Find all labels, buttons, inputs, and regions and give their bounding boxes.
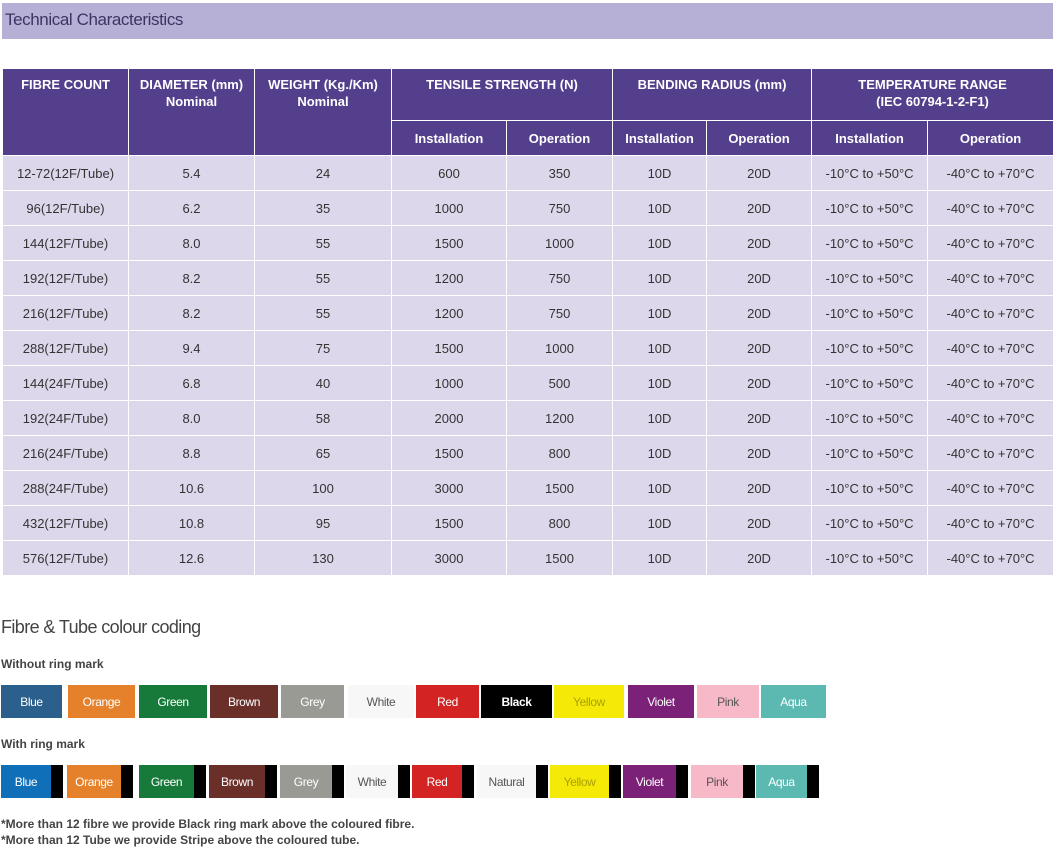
technical-characteristics-table bbox=[2, 68, 1054, 576]
cell-tensile-operation: 750 bbox=[507, 296, 613, 331]
ring-mark bbox=[807, 765, 819, 798]
table-row bbox=[3, 331, 1054, 366]
swatch-violet bbox=[623, 765, 688, 798]
swatch-label: Grey bbox=[293, 774, 319, 789]
cell-bending-operation: 20D bbox=[707, 471, 812, 506]
header-bending-radius: BENDING RADIUS (mm) bbox=[613, 69, 812, 121]
cell-temperature-installation: -10°C to +50°C bbox=[812, 296, 928, 331]
cell-weight: 65 bbox=[255, 436, 392, 471]
cell-diameter: 9.4 bbox=[129, 331, 255, 366]
section-title: Technical Characteristics bbox=[5, 10, 184, 29]
cell-tensile-operation: 800 bbox=[507, 506, 613, 541]
ring-mark bbox=[265, 765, 277, 798]
cell-bending-operation: 20D bbox=[707, 366, 812, 401]
cell-bending-operation: 20D bbox=[707, 506, 812, 541]
cell-temperature-operation: -40°C to +70°C bbox=[928, 261, 1054, 296]
swatch-black bbox=[481, 685, 552, 718]
cell-weight: 35 bbox=[255, 191, 392, 226]
header-fibre-count: FIBRE COUNT bbox=[3, 69, 129, 156]
cell-tensile-operation: 750 bbox=[507, 191, 613, 226]
swatch-label: Blue bbox=[14, 774, 38, 789]
cell-fibre-count: 288(24F/Tube) bbox=[3, 471, 129, 506]
cell-temperature-operation: -40°C to +70°C bbox=[928, 226, 1054, 261]
swatch-label: Orange bbox=[75, 774, 113, 789]
cell-temperature-operation: -40°C to +70°C bbox=[928, 331, 1054, 366]
swatch-label: Natural bbox=[488, 774, 525, 789]
swatch-label: Red bbox=[426, 774, 448, 789]
cell-bending-installation: 10D bbox=[613, 331, 707, 366]
cell-weight: 95 bbox=[255, 506, 392, 541]
cell-bending-installation: 10D bbox=[613, 506, 707, 541]
cell-bending-installation: 10D bbox=[613, 261, 707, 296]
cell-diameter: 8.8 bbox=[129, 436, 255, 471]
cell-temperature-installation: -10°C to +50°C bbox=[812, 366, 928, 401]
swatch-label: Violet bbox=[647, 694, 675, 709]
cell-fibre-count: 192(24F/Tube) bbox=[3, 401, 129, 436]
cell-bending-installation: 10D bbox=[613, 191, 707, 226]
swatch-green bbox=[139, 685, 207, 718]
cell-temperature-operation: -40°C to +70°C bbox=[928, 471, 1054, 506]
cell-fibre-count: 144(12F/Tube) bbox=[3, 226, 129, 261]
ring-mark bbox=[536, 765, 548, 798]
swatch-label: Yellow bbox=[573, 694, 605, 709]
swatch-blue bbox=[1, 765, 63, 798]
table-row bbox=[3, 471, 1054, 506]
cell-weight: 55 bbox=[255, 261, 392, 296]
table-row bbox=[3, 366, 1054, 401]
cell-temperature-installation: -10°C to +50°C bbox=[812, 506, 928, 541]
cell-tensile-installation: 1000 bbox=[392, 366, 507, 401]
cell-bending-installation: 10D bbox=[613, 226, 707, 261]
cell-bending-operation: 20D bbox=[707, 296, 812, 331]
swatch-pink bbox=[697, 685, 759, 718]
with-ring-mark-label: With ring mark bbox=[1, 737, 85, 751]
cell-tensile-installation: 1500 bbox=[392, 331, 507, 366]
cell-fibre-count: 432(12F/Tube) bbox=[3, 506, 129, 541]
swatch-brown bbox=[209, 765, 277, 798]
cell-diameter: 12.6 bbox=[129, 541, 255, 576]
cell-bending-installation: 10D bbox=[613, 401, 707, 436]
cell-tensile-installation: 1200 bbox=[392, 296, 507, 331]
cell-tensile-installation: 1000 bbox=[392, 191, 507, 226]
subheader-bending-operation: Operation bbox=[707, 121, 812, 156]
cell-tensile-operation: 500 bbox=[507, 366, 613, 401]
swatch-brown bbox=[210, 685, 278, 718]
cell-tensile-operation: 1000 bbox=[507, 331, 613, 366]
cell-bending-operation: 20D bbox=[707, 401, 812, 436]
cell-diameter: 5.4 bbox=[129, 156, 255, 191]
swatch-white bbox=[346, 765, 410, 798]
cell-tensile-operation: 1200 bbox=[507, 401, 613, 436]
cell-bending-operation: 20D bbox=[707, 541, 812, 576]
cell-diameter: 8.2 bbox=[129, 296, 255, 331]
table-row bbox=[3, 191, 1054, 226]
cell-tensile-operation: 1500 bbox=[507, 541, 613, 576]
cell-diameter: 6.8 bbox=[129, 366, 255, 401]
cell-temperature-installation: -10°C to +50°C bbox=[812, 541, 928, 576]
cell-weight: 58 bbox=[255, 401, 392, 436]
cell-tensile-installation: 1500 bbox=[392, 436, 507, 471]
cell-weight: 100 bbox=[255, 471, 392, 506]
table-row bbox=[3, 226, 1054, 261]
swatch-grey bbox=[281, 685, 344, 718]
swatch-label: Yellow bbox=[563, 774, 596, 789]
swatch-label: White bbox=[357, 774, 387, 789]
table-body bbox=[3, 156, 1054, 576]
cell-tensile-installation: 1500 bbox=[392, 226, 507, 261]
cell-temperature-operation: -40°C to +70°C bbox=[928, 436, 1054, 471]
swatch-label: Violet bbox=[635, 774, 664, 789]
cell-tensile-installation: 3000 bbox=[392, 541, 507, 576]
swatch-label: Green bbox=[157, 694, 189, 709]
table-row bbox=[3, 436, 1054, 471]
cell-temperature-installation: -10°C to +50°C bbox=[812, 156, 928, 191]
note-fibre: *More than 12 fibre we provide Black ring mark above the coloured fibre. bbox=[1, 817, 415, 831]
cell-temperature-installation: -10°C to +50°C bbox=[812, 331, 928, 366]
cell-tensile-installation: 600 bbox=[392, 156, 507, 191]
header-weight: WEIGHT (Kg./Km) Nominal bbox=[255, 69, 392, 156]
cell-weight: 40 bbox=[255, 366, 392, 401]
swatch-label: Aqua bbox=[768, 774, 795, 789]
cell-temperature-installation: -10°C to +50°C bbox=[812, 261, 928, 296]
ring-mark bbox=[676, 765, 688, 798]
cell-bending-operation: 20D bbox=[707, 436, 812, 471]
cell-fibre-count: 12-72(12F/Tube) bbox=[3, 156, 129, 191]
cell-tensile-installation: 3000 bbox=[392, 471, 507, 506]
cell-weight: 75 bbox=[255, 331, 392, 366]
swatch-red bbox=[412, 765, 474, 798]
table-row bbox=[3, 506, 1054, 541]
swatch-label: Black bbox=[501, 694, 532, 709]
subheader-tensile-operation: Operation bbox=[507, 121, 613, 156]
cell-fibre-count: 288(12F/Tube) bbox=[3, 331, 129, 366]
cell-tensile-installation: 1500 bbox=[392, 506, 507, 541]
ring-mark bbox=[51, 765, 63, 798]
cell-diameter: 10.6 bbox=[129, 471, 255, 506]
cell-bending-installation: 10D bbox=[613, 541, 707, 576]
cell-diameter: 8.0 bbox=[129, 401, 255, 436]
cell-diameter: 8.0 bbox=[129, 226, 255, 261]
cell-temperature-installation: -10°C to +50°C bbox=[812, 191, 928, 226]
table-row bbox=[3, 156, 1054, 191]
cell-diameter: 8.2 bbox=[129, 261, 255, 296]
cell-temperature-installation: -10°C to +50°C bbox=[812, 226, 928, 261]
cell-bending-installation: 10D bbox=[613, 366, 707, 401]
cell-fibre-count: 192(12F/Tube) bbox=[3, 261, 129, 296]
header-temperature-range: TEMPERATURE RANGE (IEC 60794-1-2-F1) bbox=[812, 69, 1054, 121]
ring-mark bbox=[398, 765, 410, 798]
swatch-blue bbox=[1, 685, 62, 718]
table-row bbox=[3, 261, 1054, 296]
swatch-label: Brown bbox=[220, 774, 253, 789]
cell-tensile-operation: 1500 bbox=[507, 471, 613, 506]
cell-diameter: 10.8 bbox=[129, 506, 255, 541]
cell-bending-operation: 20D bbox=[707, 191, 812, 226]
ring-mark bbox=[194, 765, 206, 798]
cell-bending-operation: 20D bbox=[707, 261, 812, 296]
cell-fibre-count: 576(12F/Tube) bbox=[3, 541, 129, 576]
cell-temperature-operation: -40°C to +70°C bbox=[928, 191, 1054, 226]
swatch-white bbox=[348, 685, 414, 718]
cell-tensile-operation: 350 bbox=[507, 156, 613, 191]
cell-weight: 24 bbox=[255, 156, 392, 191]
cell-bending-installation: 10D bbox=[613, 296, 707, 331]
table-row bbox=[3, 541, 1054, 576]
swatch-label: Orange bbox=[82, 694, 121, 709]
cell-bending-operation: 20D bbox=[707, 156, 812, 191]
table-row bbox=[3, 401, 1054, 436]
note-tube: *More than 12 Tube we provide Stripe above the coloured tube. bbox=[1, 833, 360, 847]
cell-temperature-installation: -10°C to +50°C bbox=[812, 436, 928, 471]
swatch-violet bbox=[628, 685, 694, 718]
header-diameter: DIAMETER (mm) Nominal bbox=[129, 69, 255, 156]
swatch-label: White bbox=[366, 694, 396, 709]
cell-temperature-installation: -10°C to +50°C bbox=[812, 471, 928, 506]
table-row bbox=[3, 296, 1054, 331]
cell-fibre-count: 144(24F/Tube) bbox=[3, 366, 129, 401]
swatch-label: Brown bbox=[227, 694, 260, 709]
swatch-grey bbox=[280, 765, 344, 798]
swatch-natural bbox=[477, 765, 548, 798]
swatch-label: Pink bbox=[706, 774, 728, 789]
cell-temperature-installation: -10°C to +50°C bbox=[812, 401, 928, 436]
swatch-label: Blue bbox=[20, 694, 43, 709]
cell-fibre-count: 216(12F/Tube) bbox=[3, 296, 129, 331]
cell-weight: 130 bbox=[255, 541, 392, 576]
subheader-temperature-operation: Operation bbox=[928, 121, 1054, 156]
swatch-aqua bbox=[761, 685, 826, 718]
swatch-aqua bbox=[756, 765, 819, 798]
cell-fibre-count: 216(24F/Tube) bbox=[3, 436, 129, 471]
swatch-red bbox=[416, 685, 479, 718]
swatch-orange bbox=[67, 765, 133, 798]
cell-temperature-operation: -40°C to +70°C bbox=[928, 541, 1054, 576]
cell-bending-installation: 10D bbox=[613, 471, 707, 506]
swatch-orange bbox=[68, 685, 135, 718]
cell-tensile-installation: 2000 bbox=[392, 401, 507, 436]
cell-tensile-installation: 1200 bbox=[392, 261, 507, 296]
cell-diameter: 6.2 bbox=[129, 191, 255, 226]
ring-mark bbox=[332, 765, 344, 798]
colour-coding-title: Fibre & Tube colour coding bbox=[1, 617, 201, 637]
cell-weight: 55 bbox=[255, 226, 392, 261]
swatch-label: Aqua bbox=[780, 694, 807, 709]
swatch-label: Grey bbox=[300, 694, 325, 709]
ring-mark bbox=[462, 765, 474, 798]
swatch-label: Pink bbox=[717, 694, 739, 709]
subheader-temperature-installation: Installation bbox=[812, 121, 928, 156]
ring-mark bbox=[743, 765, 755, 798]
ring-mark bbox=[609, 765, 621, 798]
cell-temperature-operation: -40°C to +70°C bbox=[928, 366, 1054, 401]
swatch-label: Red bbox=[437, 694, 458, 709]
cell-fibre-count: 96(12F/Tube) bbox=[3, 191, 129, 226]
cell-bending-operation: 20D bbox=[707, 226, 812, 261]
cell-bending-operation: 20D bbox=[707, 331, 812, 366]
subheader-bending-installation: Installation bbox=[613, 121, 707, 156]
cell-tensile-operation: 800 bbox=[507, 436, 613, 471]
cell-bending-installation: 10D bbox=[613, 436, 707, 471]
subheader-tensile-installation: Installation bbox=[392, 121, 507, 156]
swatch-yellow bbox=[554, 685, 624, 718]
cell-weight: 55 bbox=[255, 296, 392, 331]
swatch-pink bbox=[691, 765, 755, 798]
ring-mark bbox=[121, 765, 133, 798]
swatch-yellow bbox=[550, 765, 621, 798]
cell-temperature-operation: -40°C to +70°C bbox=[928, 296, 1054, 331]
cell-temperature-operation: -40°C to +70°C bbox=[928, 401, 1054, 436]
section-title-bar bbox=[2, 3, 1053, 39]
cell-temperature-operation: -40°C to +70°C bbox=[928, 506, 1054, 541]
cell-tensile-operation: 750 bbox=[507, 261, 613, 296]
swatch-green bbox=[139, 765, 206, 798]
cell-tensile-operation: 1000 bbox=[507, 226, 613, 261]
swatch-label: Green bbox=[150, 774, 183, 789]
header-tensile-strength: TENSILE STRENGTH (N) bbox=[392, 69, 613, 121]
cell-temperature-operation: -40°C to +70°C bbox=[928, 156, 1054, 191]
without-ring-mark-label: Without ring mark bbox=[1, 657, 104, 671]
cell-bending-installation: 10D bbox=[613, 156, 707, 191]
